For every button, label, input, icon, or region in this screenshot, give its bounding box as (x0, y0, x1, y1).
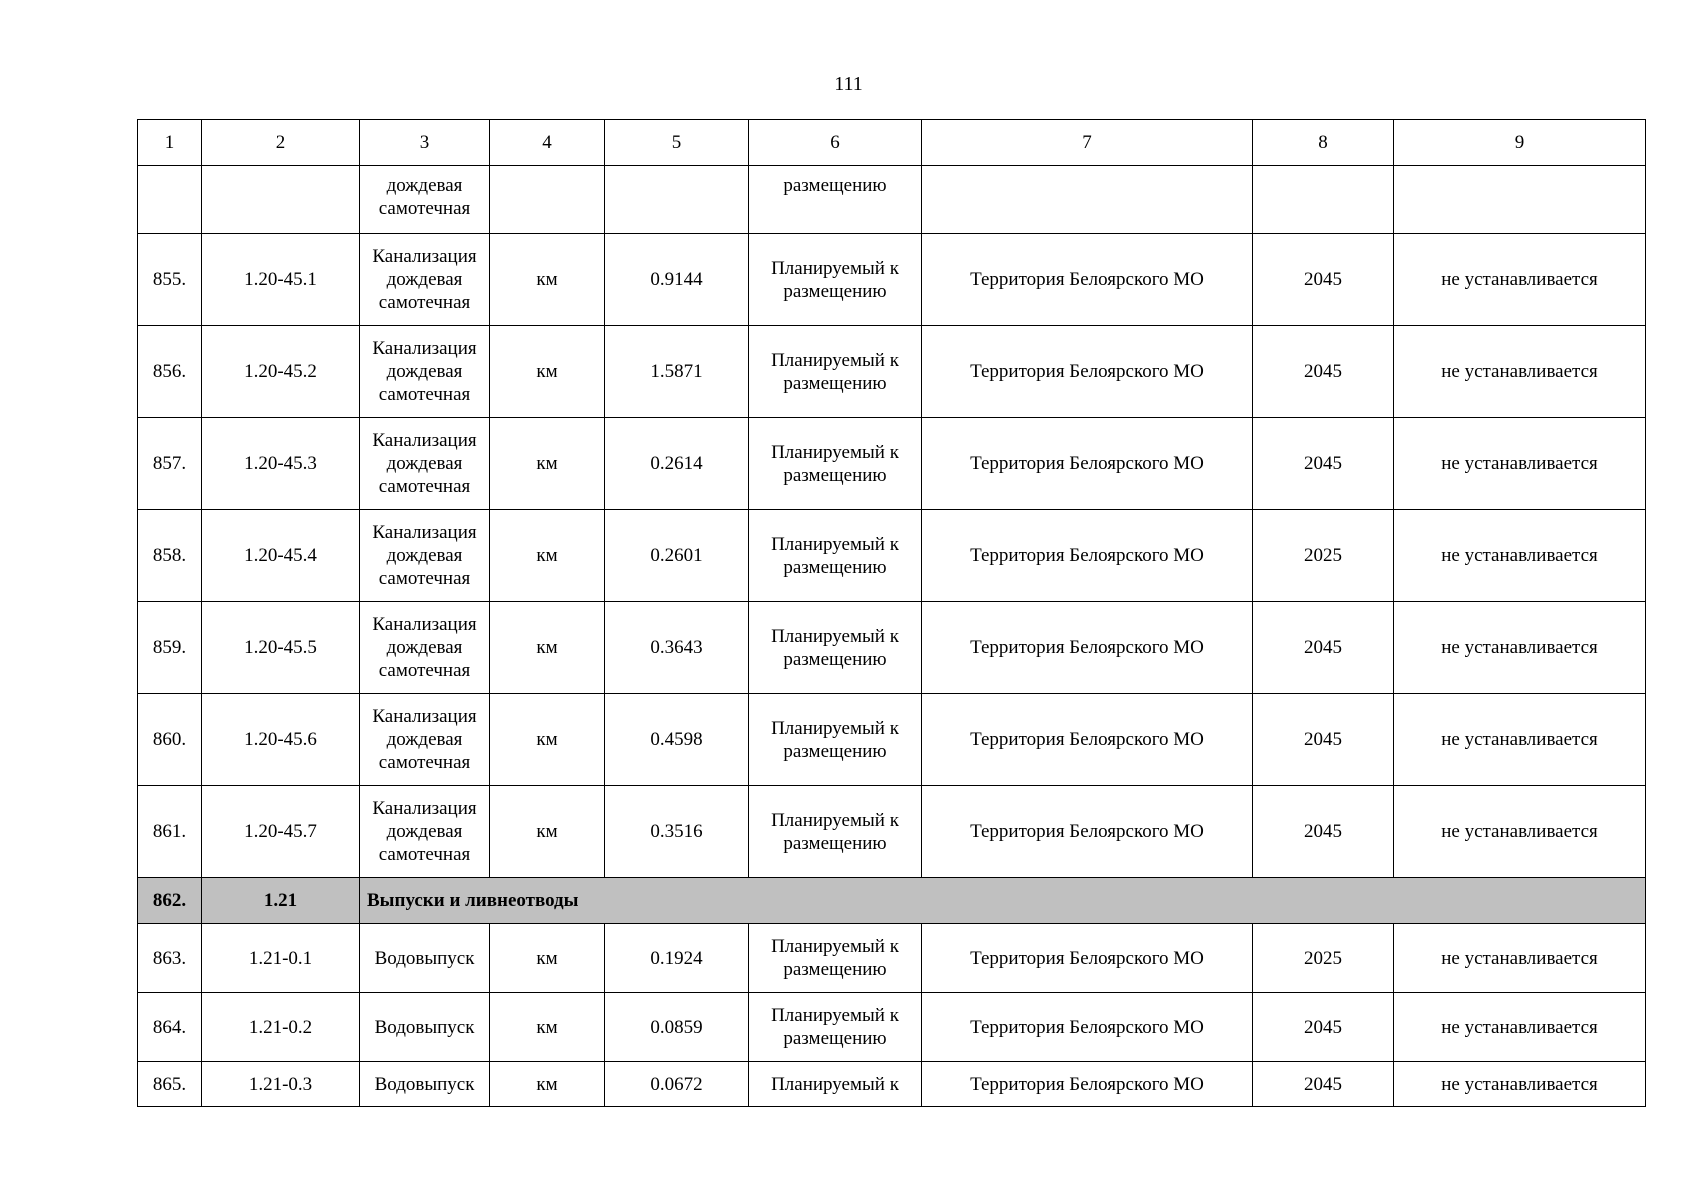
cell-unit: км (490, 1062, 605, 1107)
cell-status (749, 602, 922, 694)
cell-year: 2045 (1253, 694, 1394, 786)
cell-value: 0.1924 (605, 924, 749, 993)
cell-name-line: самотечная (378, 198, 471, 219)
cell-code: 1.20-45.6 (202, 694, 360, 786)
cell-name-line: самотечная (378, 384, 471, 405)
cell-status-line: Планируемый к (771, 441, 899, 463)
cell-name-line: Канализация (372, 522, 477, 543)
cell-territory: Территория Белоярского МО (922, 786, 1253, 878)
cell-year: 2045 (1253, 1062, 1394, 1107)
cell-name (360, 924, 490, 993)
cell-status-line: размещению (783, 1028, 887, 1049)
cell-status-line: размещению (783, 280, 887, 302)
cell-zone: не устанавливается (1394, 1062, 1646, 1107)
cell-num: 863. (138, 924, 202, 993)
cell-territory: Территория Белоярского МО (922, 234, 1253, 326)
section-code: 1.21 (202, 878, 360, 924)
cell-unit: км (490, 786, 605, 878)
cell-status-line: Планируемый к (771, 1005, 899, 1026)
cell-status (749, 418, 922, 510)
cell-year: 2045 (1253, 602, 1394, 694)
cell-status-line: Планируемый к (771, 717, 899, 739)
cell-year: 2045 (1253, 993, 1394, 1062)
cell-status-line: размещению (783, 648, 887, 670)
cell-code: 1.20-45.2 (202, 326, 360, 418)
cell-name-line: Канализация (372, 246, 477, 267)
cell-value (605, 166, 749, 234)
cell-status-line: размещению (783, 556, 887, 578)
cell-num: 860. (138, 694, 202, 786)
table-row (138, 924, 1646, 993)
cell-name (360, 418, 490, 510)
cell-num: 858. (138, 510, 202, 602)
cell-unit: км (490, 694, 605, 786)
cell-name-line: самотечная (378, 844, 471, 865)
cell-zone: не устанавливается (1394, 694, 1646, 786)
header-row (138, 120, 1646, 166)
cell-name (360, 694, 490, 786)
cell-value: 0.4598 (605, 694, 749, 786)
cell-num: 856. (138, 326, 202, 418)
section-num: 862. (138, 878, 202, 924)
cell-zone: не устанавливается (1394, 234, 1646, 326)
table-row (138, 418, 1646, 510)
column-header: 7 (922, 120, 1253, 166)
cell-name-line: Водовыпуск (374, 1016, 475, 1038)
cell-year: 2045 (1253, 418, 1394, 510)
cell-status-line: размещению (783, 959, 887, 980)
cell-num: 859. (138, 602, 202, 694)
cell-code: 1.20-45.7 (202, 786, 360, 878)
continuation-row (138, 166, 1646, 234)
cell-status-line: Планируемый к (771, 349, 899, 371)
cell-num: 855. (138, 234, 202, 326)
cell-status (749, 924, 922, 993)
cell-territory: Территория Белоярского МО (922, 326, 1253, 418)
cell-year: 2045 (1253, 326, 1394, 418)
cell-territory: Территория Белоярского МО (922, 1062, 1253, 1107)
cell-status-line: Планируемый к (771, 533, 899, 555)
cell-name-line: дождевая (386, 545, 463, 566)
cell-year: 2045 (1253, 234, 1394, 326)
cell-status-line: Планируемый к (771, 257, 899, 279)
cell-name (360, 510, 490, 602)
cell-name (360, 786, 490, 878)
cell-status-line: размещению (783, 372, 887, 394)
cell-territory: Территория Белоярского МО (922, 418, 1253, 510)
page-number: 111 (834, 73, 863, 95)
cell-territory: Территория Белоярского МО (922, 694, 1253, 786)
cell-zone: не устанавливается (1394, 418, 1646, 510)
table-row (138, 993, 1646, 1062)
cell-code: 1.21-0.2 (202, 993, 360, 1062)
cell-num: 864. (138, 993, 202, 1062)
cell-name-line: Канализация (372, 338, 477, 359)
column-header: 2 (202, 120, 360, 166)
cell-status (749, 326, 922, 418)
cell-territory (922, 166, 1253, 234)
table-row (138, 602, 1646, 694)
cell-name-line: самотечная (378, 752, 471, 773)
cell-status-line: размещению (783, 464, 887, 486)
column-header: 4 (490, 120, 605, 166)
column-header: 8 (1253, 120, 1394, 166)
cell-unit: км (490, 993, 605, 1062)
cell-code: 1.20-45.5 (202, 602, 360, 694)
cell-name-line: Водовыпуск (374, 947, 475, 969)
cell-unit: км (490, 924, 605, 993)
table-row (138, 234, 1646, 326)
cell-name-line: Канализация (372, 430, 477, 451)
cell-name-line: дождевая (386, 453, 463, 474)
cell-status-line: Планируемый к (771, 936, 899, 957)
cell-status (749, 234, 922, 326)
cell-name (360, 993, 490, 1062)
cell-unit: км (490, 418, 605, 510)
cell-zone: не устанавливается (1394, 924, 1646, 993)
table-row (138, 326, 1646, 418)
cell-name (360, 326, 490, 418)
cell-status-line: размещению (783, 175, 887, 196)
section-title: Выпуски и ливнеотводы (360, 878, 1646, 924)
table-row (138, 510, 1646, 602)
cell-value: 0.0672 (605, 1062, 749, 1107)
cell-value: 0.2601 (605, 510, 749, 602)
cell-value: 0.0859 (605, 993, 749, 1062)
cell-name-line: Водовыпуск (374, 1073, 475, 1095)
cell-territory: Территория Белоярского МО (922, 510, 1253, 602)
cell-name (360, 234, 490, 326)
cell-num: 865. (138, 1062, 202, 1107)
cell-code: 1.20-45.4 (202, 510, 360, 602)
table-row (138, 694, 1646, 786)
cell-num: 857. (138, 418, 202, 510)
cell-status (749, 510, 922, 602)
cell-status (749, 694, 922, 786)
cell-zone: не устанавливается (1394, 786, 1646, 878)
cell-name-line: Канализация (372, 798, 477, 819)
cell-name-line: самотечная (378, 568, 471, 589)
cell-code: 1.21-0.1 (202, 924, 360, 993)
cell-name-line: Канализация (372, 706, 477, 727)
cell-name-line: Канализация (372, 614, 477, 635)
cell-name-line: самотечная (378, 660, 471, 681)
cell-status (749, 993, 922, 1062)
cell-name (360, 1062, 490, 1107)
table-row (138, 786, 1646, 878)
cell-territory: Территория Белоярского МО (922, 602, 1253, 694)
cell-name-line: дождевая (386, 729, 463, 750)
table-body (138, 120, 1646, 1107)
column-header: 3 (360, 120, 490, 166)
cell-zone: не устанавливается (1394, 602, 1646, 694)
cell-name-line: самотечная (378, 476, 471, 497)
cell-num (138, 166, 202, 234)
cell-year: 2025 (1253, 924, 1394, 993)
cell-name (360, 602, 490, 694)
cell-status (749, 786, 922, 878)
cell-value: 1.5871 (605, 326, 749, 418)
section-row (138, 878, 1646, 924)
cell-unit: км (490, 234, 605, 326)
cell-code (202, 166, 360, 234)
cell-year: 2045 (1253, 786, 1394, 878)
cell-value: 0.3516 (605, 786, 749, 878)
cell-territory: Территория Белоярского МО (922, 924, 1253, 993)
objects-table (137, 119, 1646, 1107)
column-header: 1 (138, 120, 202, 166)
column-header: 6 (749, 120, 922, 166)
cell-value: 0.2614 (605, 418, 749, 510)
column-header: 5 (605, 120, 749, 166)
cell-unit (490, 166, 605, 234)
cell-status-line: размещению (783, 832, 887, 854)
cell-code: 1.21-0.3 (202, 1062, 360, 1107)
table-row (138, 1062, 1646, 1107)
cell-zone (1394, 166, 1646, 234)
cell-num: 861. (138, 786, 202, 878)
cell-status-line: Планируемый к (771, 809, 899, 831)
cell-name-line: дождевая (386, 175, 463, 196)
cell-status (749, 1062, 922, 1107)
column-header: 9 (1394, 120, 1646, 166)
cell-unit: км (490, 602, 605, 694)
cell-territory: Территория Белоярского МО (922, 993, 1253, 1062)
cell-name-line: дождевая (386, 361, 463, 382)
cell-zone: не устанавливается (1394, 326, 1646, 418)
cell-zone: не устанавливается (1394, 993, 1646, 1062)
cell-zone: не устанавливается (1394, 510, 1646, 602)
cell-value: 0.3643 (605, 602, 749, 694)
cell-code: 1.20-45.1 (202, 234, 360, 326)
cell-status-line: Планируемый к (771, 625, 899, 647)
cell-name-line: дождевая (386, 269, 463, 290)
cell-name-line: дождевая (386, 821, 463, 842)
cell-status (749, 166, 922, 234)
cell-status-line: размещению (783, 740, 887, 762)
cell-status-line: Планируемый к (771, 1073, 899, 1095)
cell-year (1253, 166, 1394, 234)
cell-unit: км (490, 510, 605, 602)
cell-name-line: самотечная (378, 292, 471, 313)
cell-value: 0.9144 (605, 234, 749, 326)
cell-code: 1.20-45.3 (202, 418, 360, 510)
cell-name (360, 166, 490, 234)
cell-year: 2025 (1253, 510, 1394, 602)
cell-unit: км (490, 326, 605, 418)
cell-name-line: дождевая (386, 637, 463, 658)
